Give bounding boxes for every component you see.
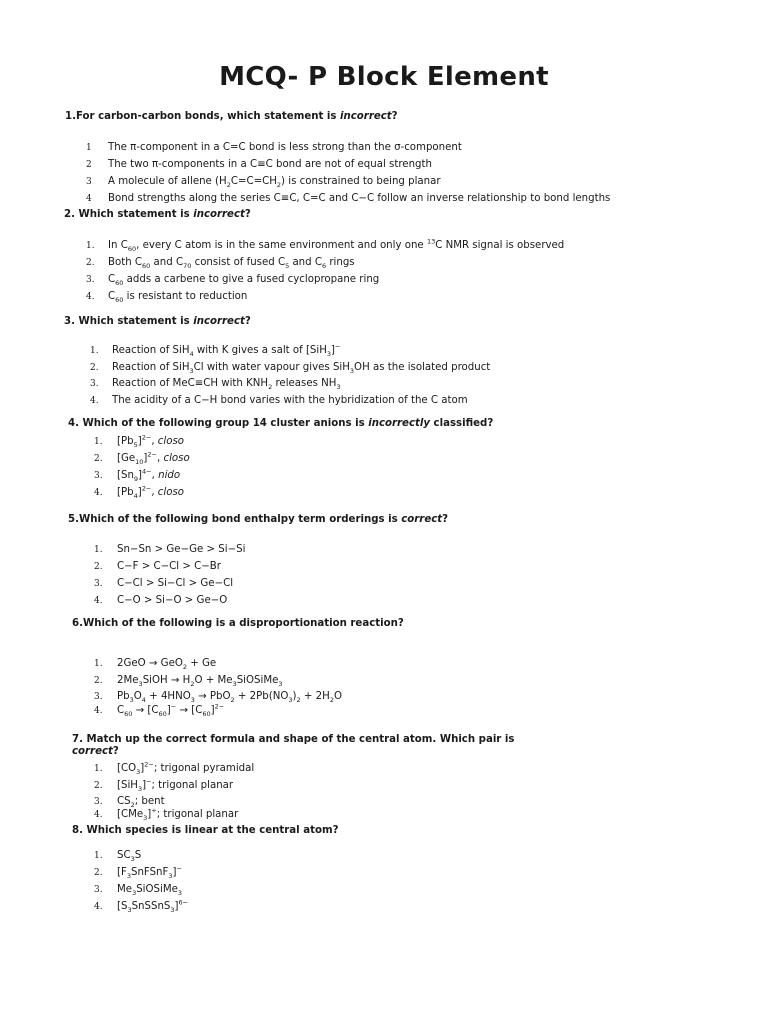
question-8-option-2: $[F_3SnFSnF_3]^-$ — [117, 864, 182, 881]
question-5-option-4-number: 4. — [94, 596, 103, 606]
question-1-option-4-number: 4 — [86, 194, 92, 204]
question-4-option-3-number: 3. — [94, 471, 103, 481]
question-4-option-2: $[Ge_{10}]^{2-}$, closo — [117, 450, 190, 467]
question-3-option-4-number: 4. — [90, 396, 99, 406]
question-4-option-2-number: 2. — [94, 454, 103, 464]
question-2-option-4: $C_{60}$ is resistant to reduction — [108, 291, 248, 305]
question-8-option-4-number: 4. — [94, 902, 103, 912]
question-5-stem: 5.Which of the following bond enthalpy term orderings is correct? — [68, 514, 449, 525]
question-8-option-4: $[S_3SnSSnS_3]^{6-}$ — [117, 898, 189, 915]
question-6-stem: 6.Which of the following is a disproportionation reaction? — [72, 618, 404, 629]
question-4-option-1-number: 1. — [94, 437, 103, 447]
question-7-option-2: [SiH$_3$]−; trigonal planar — [117, 777, 234, 794]
question-6-option-3-number: 3. — [94, 692, 103, 702]
question-1-option-2-number: 2 — [86, 160, 92, 170]
question-8-option-1: $SC_3S$ — [117, 850, 142, 864]
question-4-option-4: $[Pb_4]^{2-}$, closo — [117, 484, 185, 501]
question-6-option-1-number: 1. — [94, 659, 103, 669]
question-4-option-4-number: 4. — [94, 488, 103, 498]
question-4-stem: 4. Which of the following group 14 cluster anions is incorrectly classified? — [68, 418, 494, 429]
question-3-option-1: Reaction of SiH$_4$ with K gives a salt of [SiH$_3$]− — [112, 342, 341, 359]
question-2-option-3: $C_{60}$ adds a carbene to give a fused cyclopropane ring — [108, 274, 380, 288]
question-4-option-3: $[Sn_9]^{4-}$, nido — [117, 467, 181, 484]
question-6-option-2-number: 2. — [94, 676, 103, 686]
question-1-option-2: The two π-components in a C≡C bond are not of equal strength — [108, 159, 432, 170]
question-5-option-2: C−F > C−Cl > C−Br — [117, 561, 221, 572]
question-8-option-2-number: 2. — [94, 868, 103, 878]
question-1-option-3-number: 3 — [86, 177, 92, 187]
question-3-option-3-number: 3. — [90, 379, 99, 389]
question-6-option-4-number: 4. — [94, 706, 103, 716]
question-2-option-3-number: 3. — [86, 275, 95, 285]
question-6-option-1: 2GeO → GeO$_2$ + Ge — [117, 658, 217, 672]
question-2-option-2: Both $C_{60}$ and $C_{70}$ consist of fused $C_5$ and $C_6$ rings — [108, 257, 355, 271]
question-3-option-2-number: 2. — [90, 363, 99, 373]
question-6-option-4: $C_{60} \to [C_{60}]^- \to [C_{60}]^{2-}$ — [117, 702, 225, 719]
question-2-option-1: In $C_{60}$, every C atom is in the same environment and only one $^{13}$C NMR signal is observed — [108, 237, 565, 254]
question-5-option-1-number: 1. — [94, 545, 103, 555]
question-7-option-1-number: 1. — [94, 764, 103, 774]
question-5-option-2-number: 2. — [94, 562, 103, 572]
question-1-stem: 1.For carbon-carbon bonds, which statement is incorrect? — [65, 111, 398, 122]
question-7-option-3-number: 3. — [94, 797, 103, 807]
question-8-option-3-number: 3. — [94, 885, 103, 895]
question-7-option-3: $CS_2$; bent — [117, 796, 165, 810]
page-title: MCQ- P Block Element — [219, 62, 549, 92]
question-1-option-3: A molecule of allene $(H_2C=C=CH_2)$ is constrained to being planar — [108, 176, 441, 190]
question-8-option-1-number: 1. — [94, 851, 103, 861]
question-5-option-4: C−O > Si−O > Ge−O — [117, 595, 228, 606]
question-1-option-4: Bond strengths along the series C≡C, C=C and C−C follow an inverse relationship to bond lengths — [108, 193, 611, 204]
question-8-option-3: $Me_3SiOSiMe_3$ — [117, 884, 183, 898]
question-7-option-1: $[CO_3]^{2-}$; trigonal pyramidal — [117, 760, 255, 777]
question-4-option-1: $[Pb_5]^{2-}$, closo — [117, 433, 185, 450]
question-6-option-3: $Pb_3O_4 + 4HNO_3 \to PbO_2 + 2Pb(NO_3)_2 + 2H_2O$ — [117, 691, 342, 705]
question-5-option-3: C−Cl > Si−Cl > Ge−Cl — [117, 578, 234, 589]
question-3-option-1-number: 1. — [90, 346, 99, 356]
question-8-stem: 8. Which species is linear at the central atom? — [72, 825, 339, 836]
question-3-option-4: The acidity of a C−H bond varies with the hybridization of the C atom — [112, 395, 468, 406]
question-1-option-1: The π-component in a C=C bond is less strong than the σ-component — [108, 142, 462, 153]
question-7-option-2-number: 2. — [94, 781, 103, 791]
question-1-option-1-number: 1 — [86, 143, 92, 153]
question-3-option-3: Reaction of MeC≡CH with $KNH_2$ releases $NH_3$ — [112, 378, 341, 392]
question-7-stem: 7. Match up the correct formula and shape of the central atom. Which pair is correct? — [72, 734, 515, 757]
question-5-option-1: Sn−Sn > Ge−Ge > Si−Si — [117, 544, 246, 555]
question-7-option-4-number: 4. — [94, 810, 103, 820]
question-2-option-2-number: 2. — [86, 258, 95, 268]
question-3-option-2: Reaction of SiH$_3$Cl with water vapour gives SiH$_3$OH as the isolated product — [112, 362, 491, 376]
question-7-option-4: [CMe$_3$]+; trigonal planar — [117, 806, 239, 823]
question-3-stem: 3. Which statement is incorrect? — [64, 316, 251, 327]
question-6-option-2: $2Me_3SiOH \to H_2O$ + $Me_3SiOSiMe_3$ — [117, 675, 283, 689]
question-5-option-3-number: 3. — [94, 579, 103, 589]
question-2-stem: 2. Which statement is incorrect? — [64, 209, 251, 220]
question-2-option-1-number: 1. — [86, 241, 95, 251]
question-2-option-4-number: 4. — [86, 292, 95, 302]
